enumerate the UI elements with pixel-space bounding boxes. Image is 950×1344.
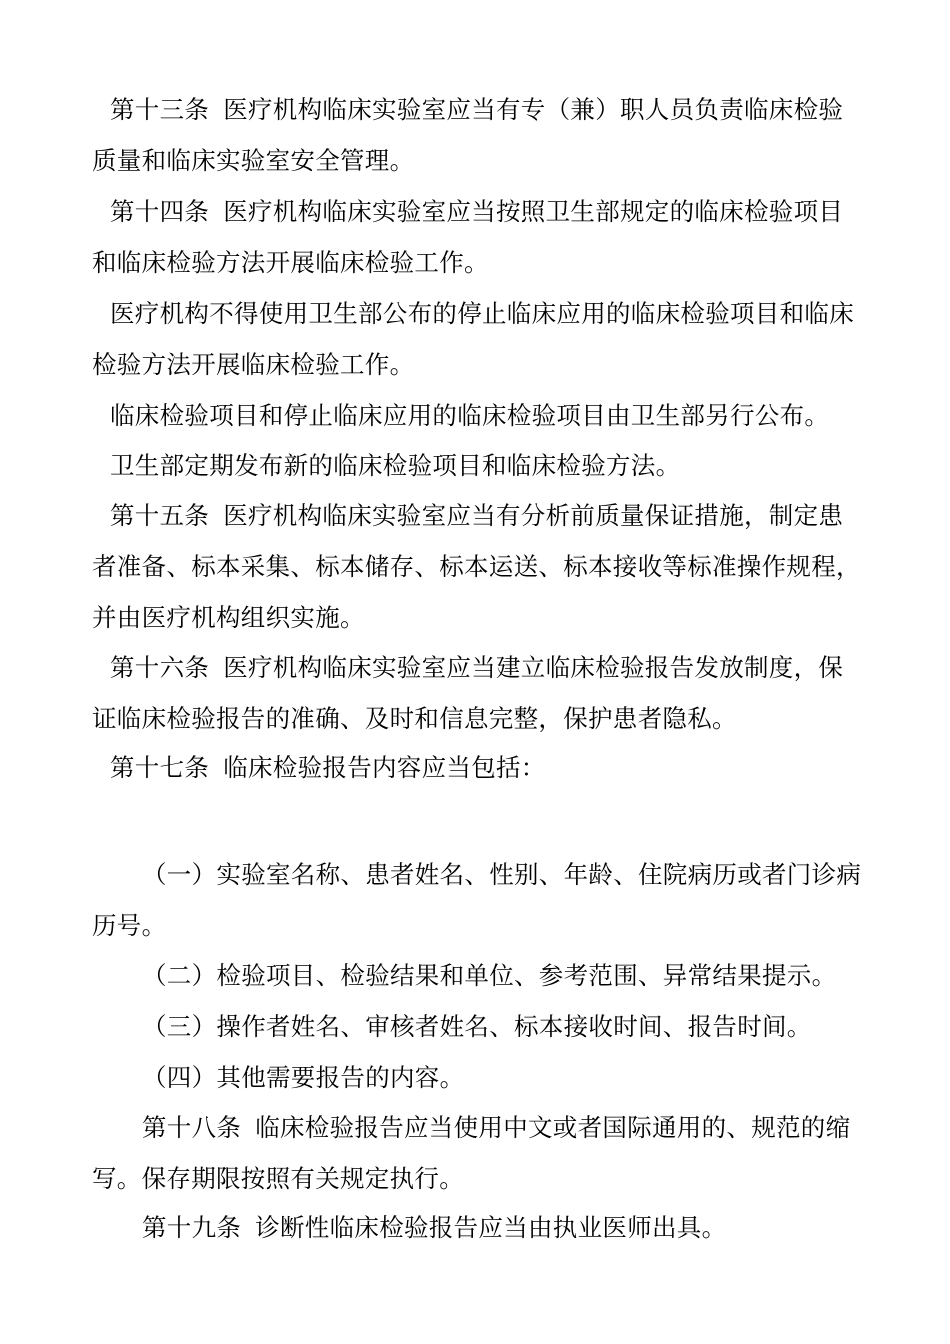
list-item-3 [92, 1001, 862, 1052]
article-text: 医疗机构临床实验室应当建立临床检验报告发放制度，保证临床检验报告的准确、及时和信息完整，保护患者隐私。 [92, 653, 844, 733]
article-heading: 第十六条 [110, 653, 210, 682]
article-heading: 第十四条 [110, 197, 210, 226]
paragraph-text: 临床检验项目和停止临床应用的临床检验项目由卫生部另行公布。 [110, 401, 830, 430]
article-13 [92, 84, 862, 186]
list-item-text: （一）实验室名称、患者姓名、性别、年龄、住院病历或者门诊病历号。 [92, 860, 862, 940]
list-item-text: （四）其他需要报告的内容。 [142, 1063, 465, 1092]
article-heading: 第十七条 [110, 753, 210, 782]
paragraph-text: 卫生部定期发布新的临床检验项目和临床检验方法。 [110, 451, 681, 480]
article-text: 医疗机构临床实验室应当按照卫生部规定的临床检验项目和临床检验方法开展临床检验工作。 [92, 197, 844, 277]
article-14-paragraph-3 [92, 390, 862, 441]
list-item-text: （三）操作者姓名、审核者姓名、标本接收时间、报告时间。 [142, 1012, 812, 1041]
article-heading: 第十三条 [110, 95, 210, 124]
article-text: 医疗机构临床实验室应当有分析前质量保证措施，制定患者准备、标本采集、标本储存、标本运送、标本接收等标准操作规程，并由医疗机构组织实施。 [92, 501, 861, 632]
article-text: 临床检验报告内容应当包括： [223, 753, 546, 782]
article-heading: 第十五条 [110, 501, 210, 530]
article-text: 临床检验报告应当使用中文或者国际通用的、规范的缩写。保存期限按照有关规定执行。 [92, 1113, 851, 1193]
article-heading: 第十九条 [142, 1213, 242, 1242]
article-heading: 第十八条 [142, 1113, 242, 1142]
list-item-4 [92, 1052, 862, 1103]
article-text: 诊断性临床检验报告应当由执业医师出具。 [255, 1213, 727, 1242]
paragraph-text: 医疗机构不得使用卫生部公布的停止临床应用的临床检验项目和临床检验方法开展临床检验工作。 [92, 299, 854, 379]
article-16 [92, 642, 862, 744]
list-item-text: （二）检验项目、检验结果和单位、参考范围、异常结果提示。 [142, 961, 837, 990]
article-17 [92, 742, 862, 793]
list-item-1 [92, 849, 862, 951]
article-text: 医疗机构临床实验室应当有专（兼）职人员负责临床检验质量和临床实验室安全管理。 [92, 95, 844, 175]
article-14-paragraph-2 [92, 288, 862, 390]
article-14-paragraph-4 [92, 440, 862, 491]
article-19 [92, 1202, 862, 1253]
article-18 [92, 1102, 862, 1204]
article-15 [92, 490, 862, 643]
article-14 [92, 186, 862, 288]
list-item-2 [92, 950, 862, 1001]
